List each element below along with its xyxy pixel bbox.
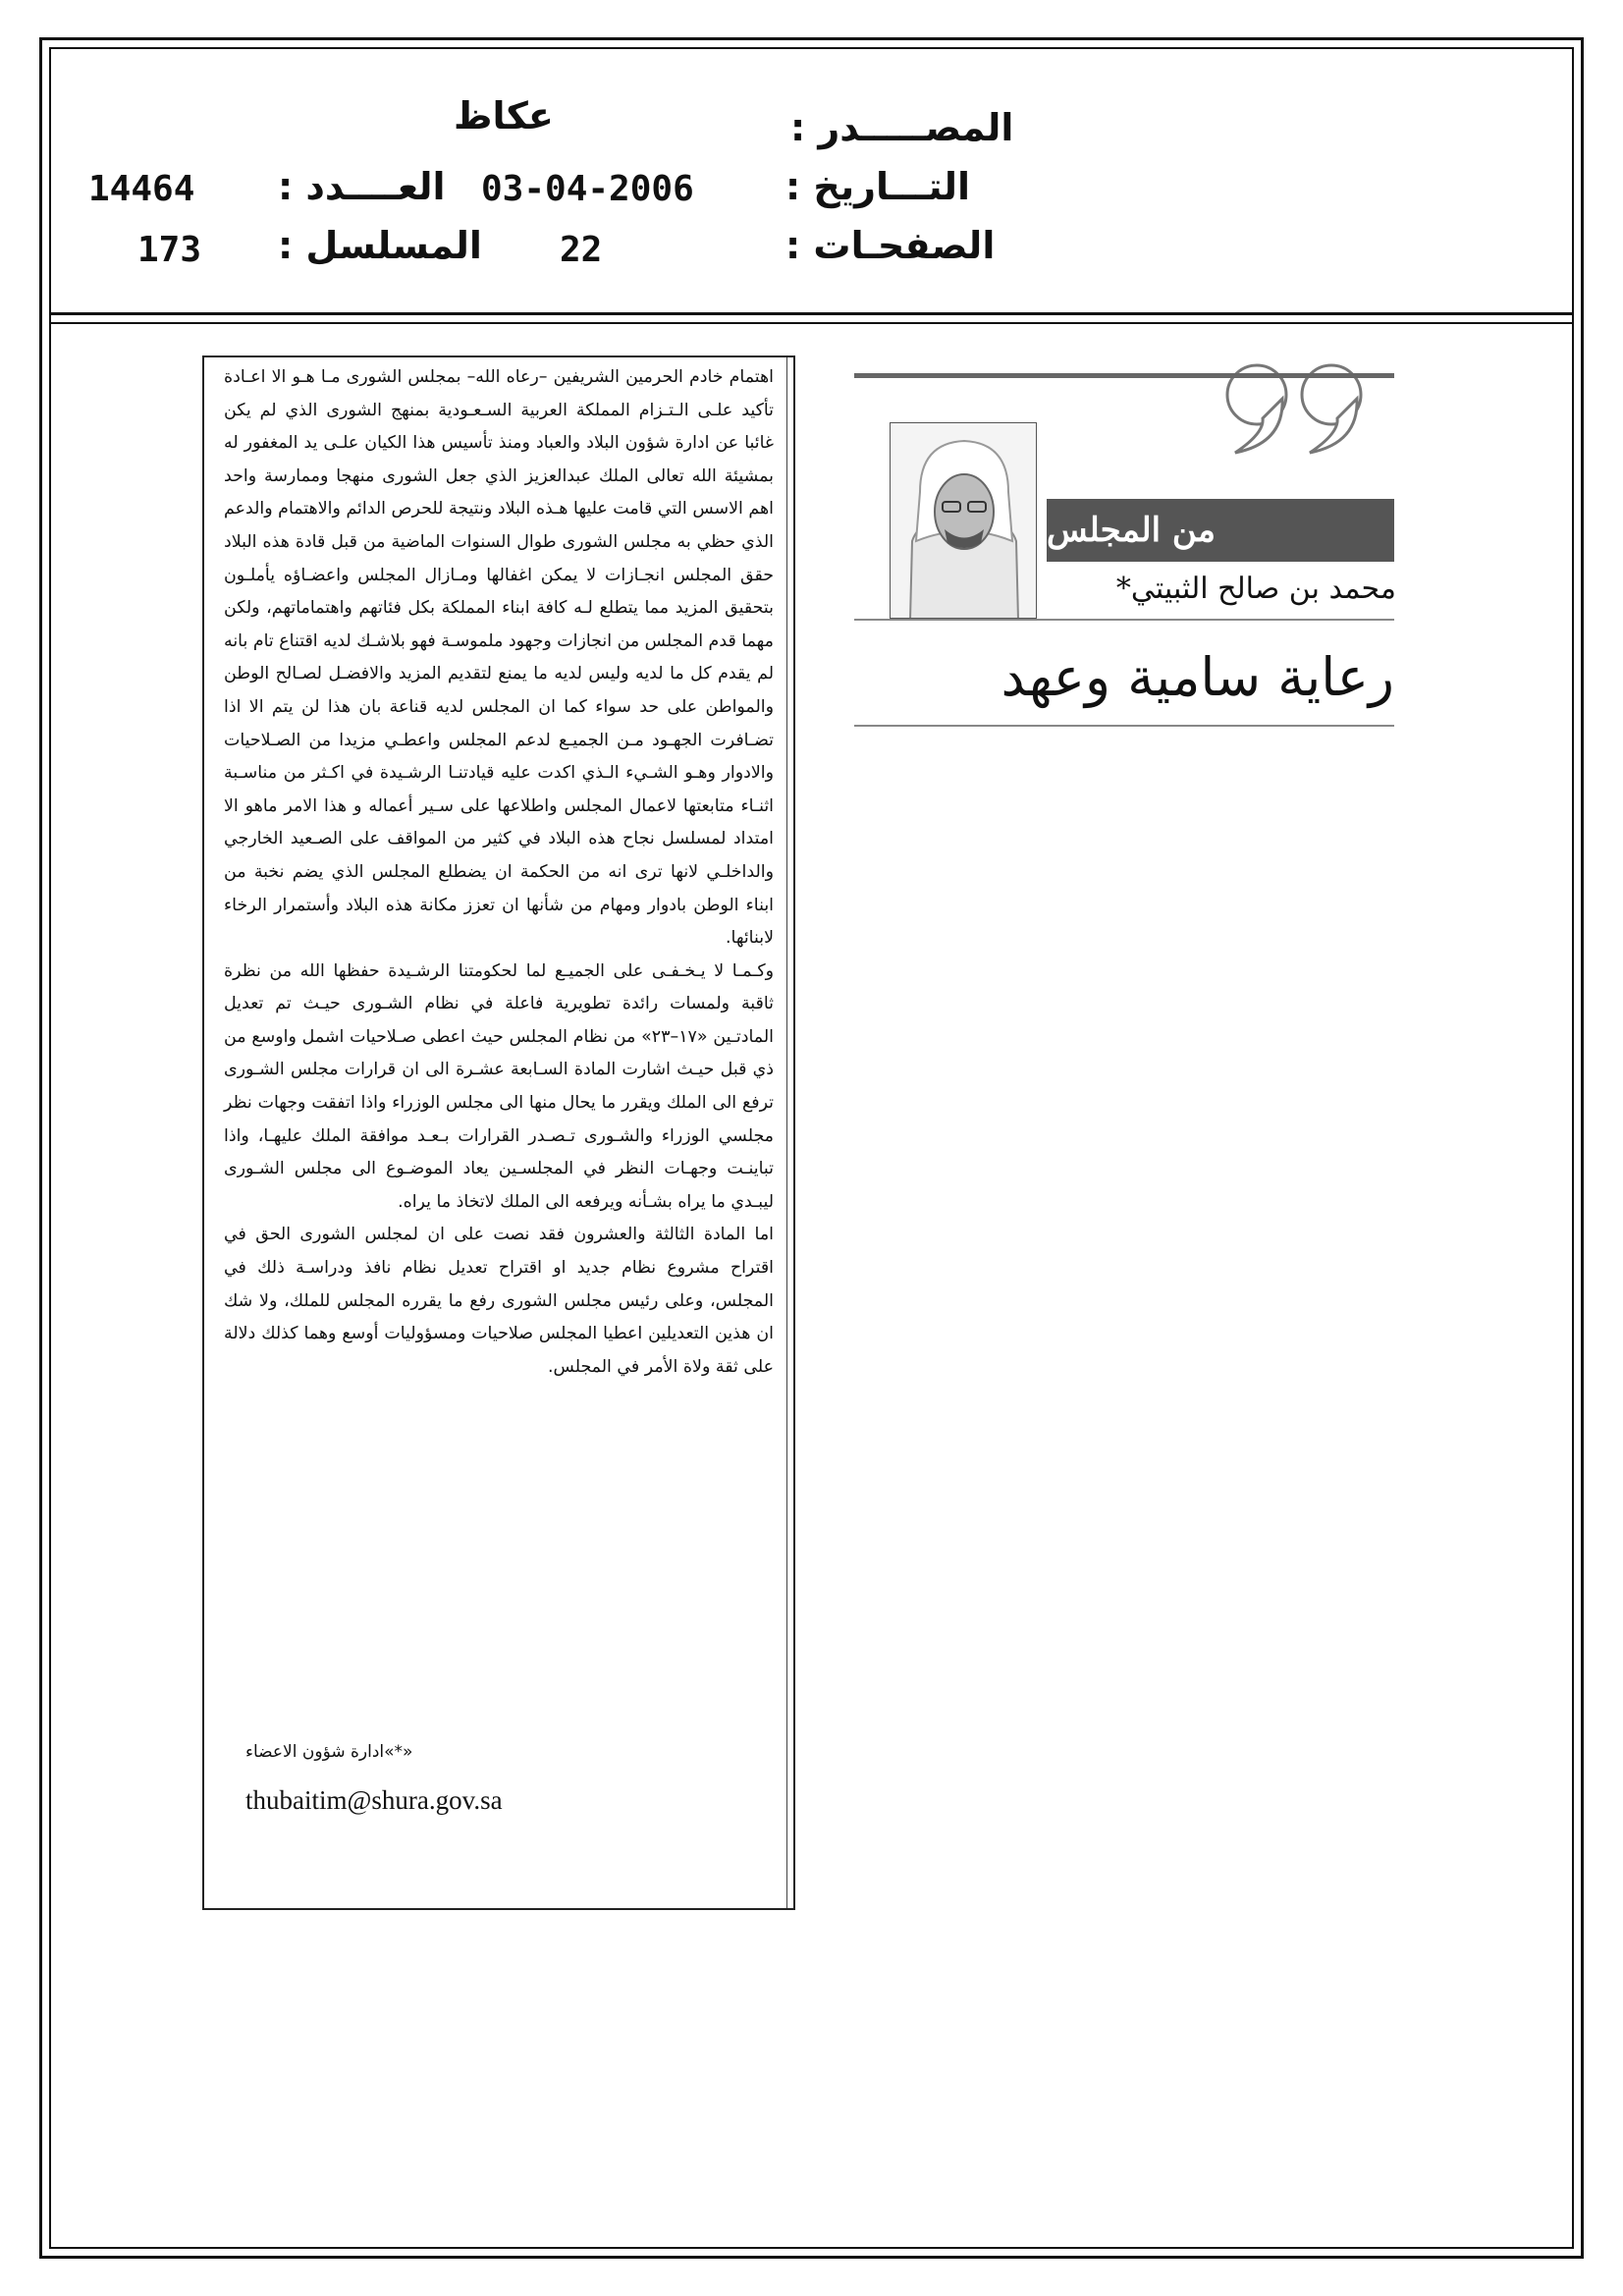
title-rule: [854, 725, 1394, 727]
article-paragraph: اما المادة الثالثة والعشرون فقد نصت على ان لمجلس الشورى الحق في اقتراح مشروع نظام جديد او اقتراح تعديل نظام نافذ ودراسـة ذلك في المجلس، وعلى رئيس مجلس الشورى رفع ما يقرره المجلس للملك، ولا شك ان هذين التعديلين اعطيا المجلس صلاحيات ومسؤوليات أوسع وهما كذلك دلالة على ثقة ولاة الأمر في المجلس.: [224, 1225, 774, 1377]
article-title: رعاية سامية وعهد: [1001, 646, 1394, 708]
article-body: [224, 361, 774, 1384]
writer-affiliation: «*»ادارة شؤون الاعضاء: [245, 1742, 413, 1762]
source-value: عكاظ: [454, 94, 554, 137]
writer-portrait: [890, 422, 1037, 619]
writer-rule: [854, 619, 1394, 621]
heading-rule: [854, 373, 1394, 378]
pages-value: 22: [560, 230, 603, 270]
article-paragraph: وكـمـا لا يـخـفـى على الجميـع لما لحكومتنا الرشـيدة حفظها الله من نظرة ثاقبة ولمسات رائدة تطويرية فاعلة في نظام الشـورى حيـث تم تعديل المادتـين «١٧–٢٣» من نظام المجلس حيث اعطى صـلاحيات اشمل واوسع من ذي قبل حيـث اشارت المادة السـابعة عشـرة الى ان قرارات مجلس الشـورى ترفع الى الملك ويقرر ما يحال منها الى مجلس الوزراء واذا اتفقت وجهات نظر مجلسي الوزراء والشـورى تـصـدر القرارات بـعـد موافقة الملك عليهـا، واذا تباينـت وجهـات النظر في المجلسـين يعاد الموضـوع الى مجلس الشـورى ليبـدي ما يراه بشـأنه ويرفعه الى الملك لاتخاذ ما يراه.: [224, 960, 774, 1212]
quote-mark-icon: [1206, 350, 1382, 458]
issue-value: 14464: [88, 169, 195, 209]
source-label: المصـــــدر :: [790, 106, 1014, 149]
serial-value: 173: [137, 230, 202, 270]
column-name: من المجلس: [1047, 511, 1216, 550]
column-name-banner: [1047, 499, 1394, 562]
writer-name: محمد بن صالح الثبيتي*: [1115, 572, 1396, 606]
date-value: 03-04-2006: [481, 169, 694, 209]
writer-email: thubaitim@shura.gov.sa: [245, 1785, 503, 1815]
date-label: التـــاريخ :: [785, 165, 970, 208]
header-divider: [49, 312, 1574, 324]
pages-label: الصفحـات :: [785, 224, 996, 267]
article-paragraph: اهتمام خادم الحرمين الشريفين –رعاه الله– بمجلس الشورى مـا هـو الا اعـادة تأكيد علـى الـتـزام المملكة العربية السـعـودية بمنهج الشورى الذي لم يكن غائبا عن ادارة شؤون البلاد والعباد ومنذ تأسيس هذا الكيان علـى يد المغفور له بمشيئة الله تعالى الملك عبدالعزيز الذي جعل الشورى منهجا وممارسة واحد اهم الاسس التي قامت عليها هـذه البلاد ونتيجة للحرص الدائم والاهتمام والدعم الذي حظي به مجلس الشورى طوال السنوات الماضية من قبل قادة هذه البلاد حقق المجلس انجـازات لا يمكن اغفالها ومـازال المجلس واعضـاؤه يأملـون بتحقيق المزيد مما يتطلع لـه كافة ابناء المملكة بكل فئاتهم واهتماماتهم، ولكن مهما قدم المجلس من انجازات وجهود ملموسـة فهو بلاشـك لديه اقتناع تام بانه لم يقدم كل ما لديه وليس لديه ما يمنع لتقديم المزيد والافضـل لصـالح الوطن والمواطن على حد سواء كما ان المجلس لديه قناعة بان هذا لن يتم الا اذا تضـافرت الجهـود مـن الجميـع لدعم المجلس واعطـي مزيدا من الصـلاحيات والادوار وهـو الشـيء الـذي اكدت عليه قيادتنـا الرشـيدة في اكـثر من مناسـبة اثنـاء متابعتها لاعمال المجلس واطلاعها على سـير أعماله و هذا الامر ماهو الا امتداد لمسلسل نجاح هذه البلاد في كثير من المواقف على الصـعيد الخارجي والداخلـي لانها ترى انه من الحكمة ان يضطلع المجلس الذي يضم نخبة من ابناء الوطن بادوار ومهام من شأنها ان تعزز مكانة هذه البلاد وأستمرار الرخاء لابنائها.: [224, 367, 774, 949]
issue-label: العــــدد :: [278, 165, 446, 208]
serial-label: المسلسل :: [278, 224, 482, 267]
